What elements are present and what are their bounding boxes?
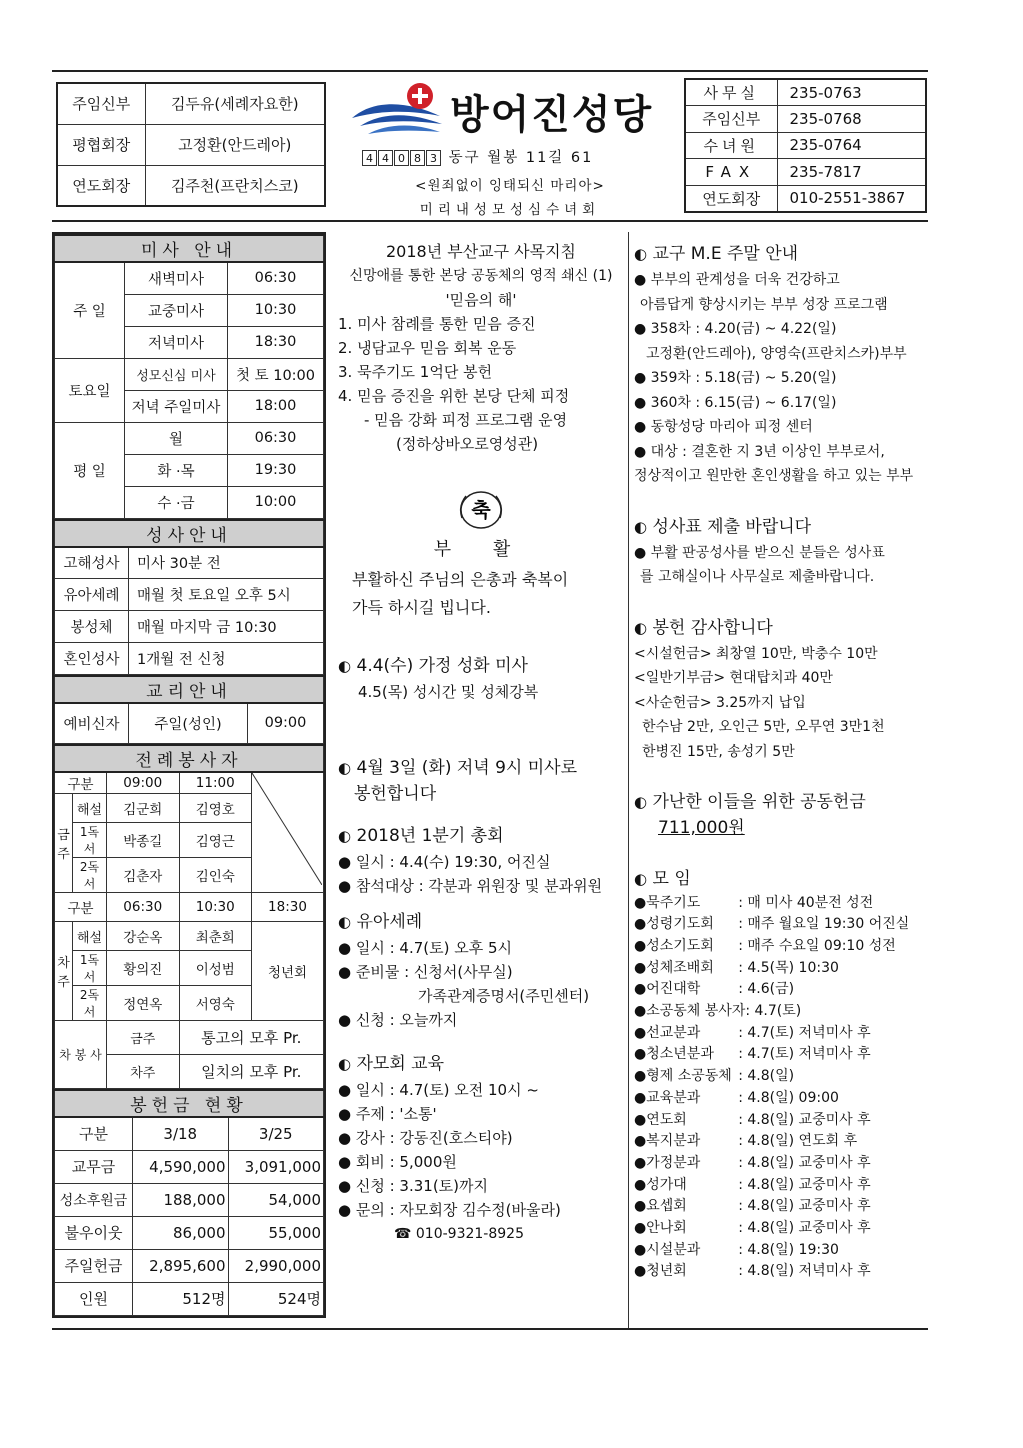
meeting-item: ●연도회 : 4.8(일) 교중미사 후 <box>634 1110 924 1132</box>
me-item: ● 359차 : 5.18(금) ~ 5.20(일) <box>634 370 837 386</box>
chabong-week: 금주 <box>107 1021 180 1055</box>
celebration-emblem-icon <box>456 488 506 532</box>
officer-role: 연도회장 <box>57 165 145 206</box>
pastoral-year: '믿음의 해' <box>445 291 517 309</box>
me-item-text: 359차 : 5.18(금) ~ 5.20(일) <box>650 370 837 386</box>
infant-item-text: 준비물 : 신청서(사무실) <box>355 963 513 981</box>
general-item: ● 참석대상 : 각분과 위원장 및 분과위원 <box>338 877 603 895</box>
sacrament-name: 고해성사 <box>55 547 129 579</box>
servers-time: 09:00 <box>107 772 180 794</box>
mass-time: 06:30 <box>228 262 324 294</box>
server-b: 김영호 <box>179 794 252 823</box>
easter-msg: 가득 하시길 빕니다. <box>352 598 491 617</box>
saturday-label: 토요일 <box>55 358 125 422</box>
pastoral-sub: 신망애를 통한 본당 공동체의 영적 쇄신 (1) <box>349 268 613 284</box>
me-item: ● 부부의 관계성을 더욱 건강하고 <box>634 272 840 288</box>
infant-item-text: 신청 : 오늘까지 <box>355 1011 458 1029</box>
mass-name: 월 <box>125 422 228 454</box>
servers-time: 18:30 <box>252 893 324 922</box>
offering-value: 55,000 <box>228 1216 324 1249</box>
me-heading <box>634 240 924 268</box>
meeting-item: ●형제 소공동체 : 4.8(일) <box>634 1066 924 1088</box>
contact-number: 235-0763 <box>777 79 926 106</box>
offering-item: 교무금 <box>55 1150 133 1183</box>
pastoral-item: (정하상바오로영성관) <box>396 435 539 453</box>
half-circle-icon: ◐ <box>634 793 648 811</box>
mothers-item: ● 신청 : 3.31(토)까지 <box>338 1177 489 1195</box>
thanks-item: <사순헌금> 3.25까지 납입 <box>634 694 806 711</box>
youth-label: 청년회 <box>252 922 324 1021</box>
offering-item: 주일헌금 <box>55 1249 133 1282</box>
server-a: 황의진 <box>107 951 180 986</box>
mass-name: 화 ·목 <box>125 454 228 486</box>
me-item: ● 대상 : 결혼한 지 3년 이상인 부부로서, <box>634 443 885 460</box>
offering-table <box>54 1089 324 1316</box>
card-item: ● 부활 판공성사를 받으신 분들은 성사표 <box>634 544 885 561</box>
officers-table <box>56 82 326 207</box>
meeting-info: : 4.8(일) 저녁미사 후 <box>738 1263 871 1280</box>
meeting-name: 연도회 <box>646 1111 687 1128</box>
sacrament-value: 매월 마지막 금 10:30 <box>129 611 324 643</box>
emblem-text: 축 <box>471 498 491 522</box>
thanks-title: 봉헌 감사합니다 <box>652 617 773 638</box>
server-a: 김군희 <box>107 794 180 823</box>
offering-value: 524명 <box>228 1282 324 1315</box>
diagonal-line <box>252 773 322 885</box>
card-title: 성사표 제출 바랍니다 <box>652 516 812 537</box>
contact-row <box>685 185 926 212</box>
meeting-info: : 4.8(일) 교중미사 후 <box>738 1111 871 1128</box>
meeting-info: : 4.7(토) 저녁미사 후 <box>738 1024 871 1041</box>
sacrament-value: 1개월 전 신청 <box>129 643 324 675</box>
contact-label: 수녀원 <box>685 132 777 159</box>
thanks-item: <시설헌금> 최창열 10만, 박충수 10만 <box>634 645 878 662</box>
weekday-label: 평 일 <box>55 422 125 518</box>
thanks-item: 한병진 15만, 송성기 5만 <box>642 743 795 760</box>
officer-row <box>57 165 325 206</box>
me-item: 아름답게 향상시키는 부부 성장 프로그램 <box>640 296 888 313</box>
mass-time: 첫 토 10:00 <box>228 358 324 390</box>
offering-value: 4,590,000 <box>133 1150 229 1183</box>
pastoral-item: 2. 냉담교우 믿음 회복 운동 <box>338 339 517 357</box>
server-role: 해설 <box>73 922 107 951</box>
sacrament-table <box>54 519 324 676</box>
mothers-item-text: 강사 : 강동진(호스티야) <box>355 1129 513 1147</box>
chabong-group: 통고의 모후 Pr. <box>179 1021 324 1055</box>
thanks-heading <box>634 614 924 642</box>
infant-item: ● 일시 : 4.7(토) 오후 5시 <box>338 939 513 957</box>
mass-name: 수 ·금 <box>125 486 228 518</box>
card-item: 를 고해실이나 사무실로 제출바랍니다. <box>640 569 875 585</box>
offering-value: 2,895,600 <box>133 1249 229 1282</box>
meeting-item: ●성체조배회 : 4.5(목) 10:30 <box>634 958 924 980</box>
mass-time: 10:00 <box>228 486 324 518</box>
officer-row <box>57 83 325 124</box>
mass-name: 저녁 주일미사 <box>125 390 228 422</box>
meeting-name: 청소년분과 <box>646 1046 714 1063</box>
contact-row <box>685 106 926 133</box>
meeting-item: ●묵주기도 : 매 미사 40분전 성전 <box>634 893 924 915</box>
mothers-item-text: 문의 : 자모회장 김수정(바울라) <box>355 1201 561 1219</box>
half-circle-icon: ◐ <box>338 759 352 777</box>
offering-value: 2,990,000 <box>228 1249 324 1282</box>
mothers-item: ● 일시 : 4.7(토) 오전 10시 ~ <box>338 1081 539 1099</box>
apr3-heading <box>338 754 624 782</box>
mothers-item-text: 일시 : 4.7(토) 오전 10시 ~ <box>355 1081 539 1099</box>
meeting-item: ●복지분과 : 4.8(일) 연도회 후 <box>634 1131 924 1153</box>
meeting-info: : 4.6(금) <box>738 981 795 998</box>
chabong-label: 차 봉 사 <box>55 1021 107 1089</box>
offering-value: 512명 <box>133 1282 229 1315</box>
meeting-info: : 4.5(목) 10:30 <box>738 959 839 976</box>
servers-time: 06:30 <box>107 893 180 922</box>
meeting-info: : 4.8(일) 19:30 <box>738 1241 839 1258</box>
server-b: 김영근 <box>179 823 252 858</box>
server-a: 김춘자 <box>107 858 180 893</box>
doctrine-title: 교리안내 <box>55 676 324 703</box>
apr3-text: 4월 3일 (화) 저녁 9시 미사로 <box>356 758 578 778</box>
meeting-name: 성가대 <box>646 1176 687 1193</box>
offering-value: 3,091,000 <box>228 1150 324 1183</box>
sacrament-name: 봉성체 <box>55 611 129 643</box>
pastoral-title: 2018년 부산교구 사목지침 <box>386 242 576 261</box>
easter-msg: 부활하신 주님의 은총과 축복이 <box>352 570 569 589</box>
doctrine-day: 주일(성인) <box>129 703 248 743</box>
mass-name: 성모신심 미사 <box>125 358 228 390</box>
sacrament-name: 유아세례 <box>55 579 129 611</box>
chabong-week: 차주 <box>107 1055 180 1089</box>
mass-name: 교중미사 <box>125 294 228 326</box>
meeting-name: 청년회 <box>646 1263 687 1280</box>
family-mass-sub: 4.5(목) 성시간 및 성체강복 <box>358 683 539 701</box>
meeting-name: 묵주기도 <box>646 894 701 911</box>
easter-title: 부 활 <box>433 539 529 560</box>
offering-item: 성소후원금 <box>55 1183 133 1216</box>
card-heading <box>634 513 924 541</box>
server-b: 이성범 <box>179 951 252 986</box>
meeting-name: 복지분과 <box>646 1133 701 1150</box>
meeting-item: ●청소년분과 : 4.7(토) 저녁미사 후 <box>634 1044 924 1066</box>
sunday-label: 주 일 <box>55 262 125 358</box>
next-week-label: 차주 <box>55 922 73 1021</box>
me-item: ● 358차 : 4.20(금) ~ 4.22(일) <box>634 321 837 337</box>
contact-number: 010-2551-3867 <box>777 185 926 212</box>
contact-label: FAX <box>685 159 777 186</box>
mass-time: 18:00 <box>228 390 324 422</box>
meeting-item: ●청년회 : 4.8(일) 저녁미사 후 <box>634 1261 924 1283</box>
meeting-name: 선교분과 <box>646 1024 701 1041</box>
card-item-text: 부활 판공성사를 받으신 분들은 성사표 <box>650 544 885 561</box>
servers-title: 전례봉사자 <box>55 745 324 772</box>
church-name: 방어진성당 <box>450 92 654 138</box>
mass-name: 저녁미사 <box>125 326 228 358</box>
right-column <box>634 240 924 1283</box>
servers-empty-cell <box>252 772 324 893</box>
pastoral-item: 4. 믿음 증진을 위한 본당 단체 피정 <box>338 387 570 405</box>
infant-title: 유아세례 <box>356 912 423 932</box>
mothers-item: ● 강사 : 강동진(호스티야) <box>338 1129 513 1147</box>
doctrine-table <box>54 675 324 744</box>
contact-label: 연도회장 <box>685 185 777 212</box>
mothers-item: ● 주제 : '소통' <box>338 1105 437 1123</box>
contact-number: 235-0764 <box>777 132 926 159</box>
column-divider <box>628 232 629 1328</box>
meeting-name: 성소기도회 <box>646 937 714 954</box>
mothers-heading <box>338 1050 624 1078</box>
mass-time: 18:30 <box>228 326 324 358</box>
sacrament-value: 매월 첫 토요일 오후 5시 <box>129 579 324 611</box>
apr3-sub: 봉헌합니다 <box>354 784 437 804</box>
offering-title: 봉헌금 현황 <box>55 1090 324 1117</box>
me-item-text: 부부의 관계성을 더욱 건강하고 <box>650 272 840 288</box>
meeting-info: : 매 미사 40분전 성전 <box>738 894 874 911</box>
zip-digit: 4 <box>378 150 393 166</box>
pastoral-item: 3. 묵주기도 1억단 봉헌 <box>338 363 493 381</box>
meeting-item: ●교육분과 : 4.8(일) 09:00 <box>634 1088 924 1110</box>
me-item: ● 360차 : 6.15(금) ~ 6.17(일) <box>634 394 837 411</box>
general-item-text: 참석대상 : 각분과 위원장 및 분과위원 <box>355 877 603 895</box>
poor-title: 가난한 이들을 위한 공동헌금 <box>652 792 866 812</box>
meeting-title: 모 임 <box>652 868 691 889</box>
server-b: 김인숙 <box>179 858 252 893</box>
offering-head: 3/18 <box>133 1117 229 1150</box>
zip-digit: 0 <box>394 150 409 166</box>
mass-time: 06:30 <box>228 422 324 454</box>
infant-item: ● 준비물 : 신청서(사무실) <box>338 963 513 981</box>
thanks-item: 한수남 2만, 오인근 5만, 오무연 3만1천 <box>642 719 885 735</box>
meeting-info: : 매주 월요일 19:30 어진실 <box>738 916 910 933</box>
server-role: 2독서 <box>73 986 107 1021</box>
contact-label: 주임신부 <box>685 106 777 133</box>
poor-amount: 711,000원 <box>658 818 745 838</box>
zip-digit: 4 <box>362 150 377 166</box>
half-circle-icon: ◐ <box>634 517 648 536</box>
meeting-info: : 4.7(토) 저녁미사 후 <box>738 1046 871 1063</box>
meeting-info: : 4.8(일) 교중미사 후 <box>738 1198 871 1215</box>
contacts-table <box>684 78 927 213</box>
mass-title: 미사 안내 <box>55 235 324 262</box>
offering-value: 188,000 <box>133 1183 229 1216</box>
offering-item: 불우이웃 <box>55 1216 133 1249</box>
contact-row <box>685 79 926 106</box>
sacrament-value: 미사 30분 전 <box>129 547 324 579</box>
me-item: ● 동항성당 마리아 피정 센터 <box>634 419 813 435</box>
meeting-info: : 4.8(일) 교중미사 후 <box>738 1220 871 1237</box>
pastoral-item: 1. 미사 참례를 통한 믿음 증진 <box>338 315 536 333</box>
meeting-heading <box>634 865 924 893</box>
meeting-name: 안나회 <box>646 1220 687 1237</box>
meeting-name: 어진대학 <box>646 981 701 998</box>
server-role: 1독서 <box>73 951 107 986</box>
me-item-text: 동항성당 마리아 피정 센터 <box>650 419 813 435</box>
general-title: 2018년 1분기 총회 <box>356 826 504 846</box>
sacrament-title: 성사안내 <box>55 520 324 547</box>
mothers-item-text: 회비 : 5,000원 <box>355 1153 457 1171</box>
meeting-name: 교육분과 <box>646 1089 701 1106</box>
half-circle-icon: ◐ <box>338 827 352 845</box>
meeting-name: 성령기도회 <box>646 916 714 933</box>
meeting-item: ●성령기도회 : 매주 월요일 19:30 어진실 <box>634 914 924 936</box>
me-item: 고정환(안드레아), 양영숙(프란치스카)부부 <box>646 345 907 362</box>
meeting-item: ●가정분과 : 4.8(일) 교중미사 후 <box>634 1153 924 1175</box>
server-a: 강순옥 <box>107 922 180 951</box>
mass-time: 10:30 <box>228 294 324 326</box>
meeting-item: ●성가대 : 4.8(일) 교중미사 후 <box>634 1175 924 1197</box>
offering-value: 54,000 <box>228 1183 324 1216</box>
meeting-name: 형제 소공동체 <box>646 1068 732 1085</box>
infant-item-text: 일시 : 4.7(토) 오후 5시 <box>355 939 513 957</box>
offering-head: 3/25 <box>228 1117 324 1150</box>
mothers-title: 자모회 교육 <box>356 1054 445 1074</box>
mothers-item-text: 주제 : '소통' <box>355 1105 437 1123</box>
infant-heading <box>338 908 624 936</box>
mass-name: 새벽미사 <box>125 262 228 294</box>
officer-row <box>57 124 325 165</box>
infant-item: 가족관계증명서(주민센터) <box>418 987 590 1005</box>
meeting-info: : 4.8(일) 09:00 <box>738 1089 839 1106</box>
meeting-info: : 4.8(일) 연도회 후 <box>738 1133 858 1150</box>
servers-gubun: 구분 <box>55 772 107 794</box>
server-a: 정연옥 <box>107 986 180 1021</box>
meeting-item: ●소공동체 봉사자: 4.7(토) <box>634 1001 924 1023</box>
meeting-name: 시설분과 <box>646 1241 701 1258</box>
meeting-info: : 4.7(토) <box>745 1003 802 1020</box>
contact-number: 235-0768 <box>777 106 926 133</box>
half-circle-icon: ◐ <box>338 913 352 931</box>
sacrament-name: 혼인성사 <box>55 643 129 675</box>
mothers-phone: ☎ 010-9321-8925 <box>394 1226 524 1242</box>
server-b: 서영숙 <box>179 986 252 1021</box>
half-circle-icon: ◐ <box>634 245 648 263</box>
server-b: 최춘희 <box>179 922 252 951</box>
meeting-item: ●어진대학 : 4.6(금) <box>634 979 924 1001</box>
officer-role: 주임신부 <box>57 83 145 124</box>
middle-column <box>338 240 624 1246</box>
general-item: ● 일시 : 4.4(수) 19:30, 어진실 <box>338 853 551 871</box>
doctrine-time: 09:00 <box>248 703 324 743</box>
meeting-info: : 4.8(일) 교중미사 후 <box>738 1176 871 1193</box>
thanks-item: <일반기부금> 현대탑치과 40만 <box>634 670 833 686</box>
mass-time: 19:30 <box>228 454 324 486</box>
meeting-item: ●성소기도회 : 매주 수요일 09:10 성전 <box>634 936 924 958</box>
address <box>362 146 662 167</box>
meeting-name: 소공동체 봉사자 <box>646 1003 746 1020</box>
offering-value: 86,000 <box>133 1216 229 1249</box>
server-a: 박종길 <box>107 823 180 858</box>
half-circle-icon: ◐ <box>338 657 352 675</box>
offering-head: 구분 <box>55 1117 133 1150</box>
mothers-item-text: 신청 : 3.31(토)까지 <box>355 1177 489 1195</box>
convent-name: 미리내성모성심수녀회 <box>419 202 601 218</box>
parish-patron: <원죄없이 잉태되신 마리아> <box>415 178 605 194</box>
half-circle-icon: ◐ <box>338 1055 352 1073</box>
me-item: 정상적이고 원만한 혼인생활을 하고 있는 부부 <box>634 468 914 484</box>
half-circle-icon: ◐ <box>634 869 648 888</box>
me-item-text: 대상 : 결혼한 지 3년 이상인 부부로서, <box>650 443 885 460</box>
family-mass-text: 4.4(수) 가정 성화 미사 <box>356 656 528 676</box>
pastoral-item: - 믿음 강화 피정 프로그램 운영 <box>364 411 568 429</box>
chabong-group: 일치의 모후 Pr. <box>179 1055 324 1089</box>
meeting-item: ●안나회 : 4.8(일) 교중미사 후 <box>634 1218 924 1240</box>
meeting-name: 성체조배회 <box>646 959 714 976</box>
contact-number: 235-7817 <box>777 159 926 186</box>
mothers-item: ● 문의 : 자모회장 김수정(바울라) <box>338 1201 561 1219</box>
server-role: 1독서 <box>73 823 107 858</box>
contact-row <box>685 159 926 186</box>
contact-row <box>685 132 926 159</box>
servers-gubun: 구분 <box>55 893 107 922</box>
officer-role: 평협회장 <box>57 124 145 165</box>
meeting-name: 요셉회 <box>646 1198 687 1215</box>
servers-time: 11:00 <box>179 772 252 794</box>
doctrine-name: 예비신자 <box>55 703 129 743</box>
officer-name: 김두유(세례자요한) <box>145 83 325 124</box>
meeting-info: : 4.8(일) 교중미사 후 <box>738 1154 871 1171</box>
infant-item: ● 신청 : 오늘까지 <box>338 1011 458 1029</box>
this-week-label: 금주 <box>55 794 73 893</box>
zip-digit: 3 <box>426 150 441 166</box>
offering-item: 인원 <box>55 1282 133 1315</box>
half-circle-icon: ◐ <box>634 618 648 637</box>
contact-label: 사무실 <box>685 79 777 106</box>
meeting-item: ●선교분과 : 4.7(토) 저녁미사 후 <box>634 1023 924 1045</box>
left-column <box>52 232 326 1318</box>
meeting-item: ●시설분과 : 4.8(일) 19:30 <box>634 1240 924 1262</box>
address-text: 동구 월봉 11길 61 <box>448 150 594 166</box>
family-mass-heading <box>338 652 624 680</box>
me-item-text: 360차 : 6.15(금) ~ 6.17(일) <box>650 394 837 411</box>
meeting-info: : 매주 수요일 09:10 성전 <box>738 937 896 954</box>
servers-table <box>54 744 324 1090</box>
mass-table <box>54 234 324 519</box>
officer-name: 고정환(안드레아) <box>145 124 325 165</box>
general-heading <box>338 822 624 850</box>
server-role: 2독서 <box>73 858 107 893</box>
servers-time: 10:30 <box>179 893 252 922</box>
zip-digit: 8 <box>410 150 425 166</box>
top-rule <box>52 70 928 72</box>
mothers-item: ● 회비 : 5,000원 <box>338 1153 457 1171</box>
me-title: 교구 M.E 주말 안내 <box>652 244 799 264</box>
general-item-text: 일시 : 4.4(수) 19:30, 어진실 <box>355 853 551 871</box>
meeting-list <box>634 893 924 1284</box>
me-item-text: 358차 : 4.20(금) ~ 4.22(일) <box>650 321 837 337</box>
server-role: 해설 <box>73 794 107 823</box>
poor-heading <box>634 788 924 816</box>
meeting-name: 가정분과 <box>646 1154 701 1171</box>
officer-name: 김주천(프란치스코) <box>145 165 325 206</box>
meeting-item: ●요셉회 : 4.8(일) 교중미사 후 <box>634 1196 924 1218</box>
meeting-info: : 4.8(일) <box>738 1068 795 1085</box>
